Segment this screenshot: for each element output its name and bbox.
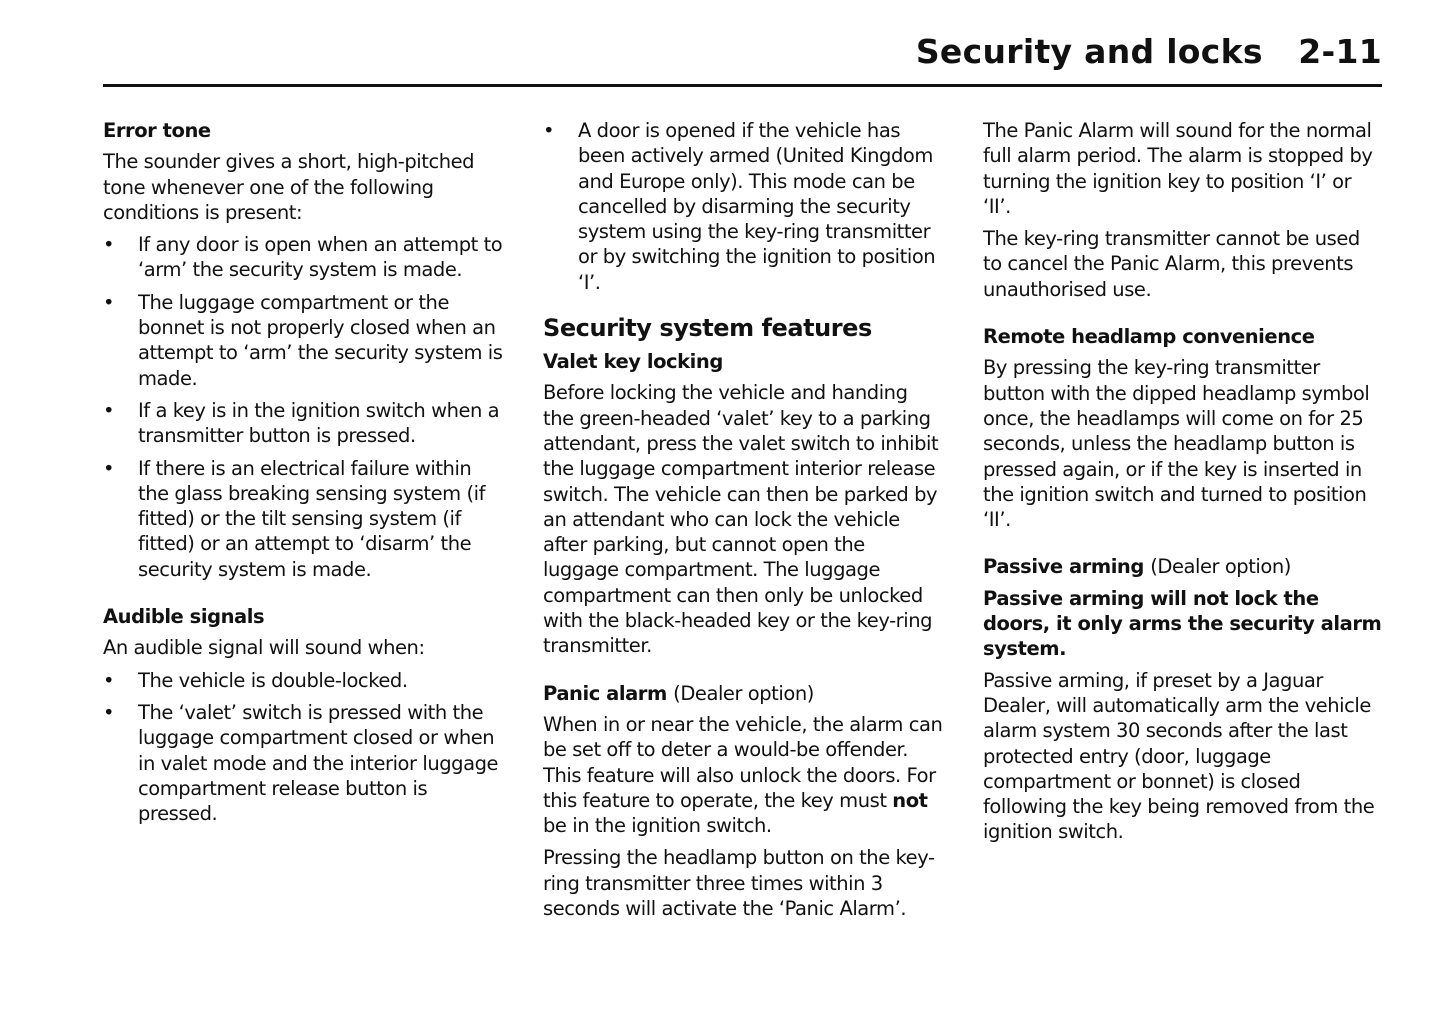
- bullet-icon: •: [103, 398, 115, 422]
- audible-signals-list: [103, 668, 503, 827]
- page-header: [103, 30, 1382, 86]
- headlamp-heading: Remote headlamp convenience: [983, 325, 1315, 349]
- audible-signals-intro: An audible signal will sound when:: [103, 636, 425, 660]
- bullet-icon: •: [103, 668, 115, 692]
- list-item: • If any door is open when an attempt to ‘arm’ the security system is made.: [103, 233, 503, 282]
- section-title: Security and locks: [915, 32, 1263, 71]
- passive-body: Passive arming, if preset by a Jaguar Dealer, will automatically arm the vehicle alarm system 30 seconds after the last protected entry (door, luggage compartment or bonnet) is closed following the key being removed from the ignition switch.: [983, 668, 1375, 844]
- headlamp-body: By pressing the key-ring transmitter button with the dipped headlamp symbol once, the headlamps will come on for 25 seconds, unless the headlamp button is pressed again, or if the key is inserted in the ignition switch and turned to position ‘II’.: [983, 356, 1370, 532]
- audible-signals-heading: Audible signals: [103, 605, 265, 629]
- valet-body: Before locking the vehicle and handing the green-headed ‘valet’ key to a parking attendant, press the valet switch to inhibit the luggage compartment interior release switch. The vehicle can then be parked by an attendant who can lock the vehicle after parking, but cannot open the luggage compartment. The luggage compartment can then only be unlocked with the black-headed key or the key-ring transmitter.: [543, 381, 939, 658]
- list-item: • The vehicle is double-locked.: [103, 668, 408, 692]
- continued-list: [543, 118, 943, 295]
- list-item: • If a key is in the ignition switch when a transmitter button is pressed.: [103, 398, 500, 448]
- panic-heading: Panic alarm (Dealer option): [543, 681, 814, 705]
- bullet-icon: •: [103, 456, 115, 480]
- panic-cont-2: The key-ring transmitter cannot be used to cancel the Panic Alarm, this prevents unauthorised use.: [983, 227, 1360, 301]
- error-tone-intro: The sounder gives a short, high-pitched tone whenever one of the following conditions is present:: [103, 150, 475, 224]
- panic-cont-1: The Panic Alarm will sound for the normal full alarm period. The alarm is stopped by turning the ignition key to position ‘I’ or ‘II’.: [983, 119, 1373, 218]
- list-item: • The luggage compartment or the bonnet is not properly closed when an attempt to ‘arm’ the security system is made.: [103, 290, 503, 390]
- column-3: [983, 118, 1383, 852]
- page-number: 2-11: [1298, 32, 1382, 71]
- features-heading: Security system features: [543, 314, 872, 343]
- list-item: • A door is opened if the vehicle has been actively armed (United Kingdom and Europe only). This mode can be cancelled by disarming the security system using the key-ring transmitter or by switching the ignition to position ‘I’.: [543, 119, 936, 294]
- header-rule: [103, 84, 1382, 87]
- passive-heading: Passive arming (Dealer option): [983, 555, 1291, 579]
- column-1: [103, 118, 503, 833]
- column-2: [543, 118, 943, 928]
- valet-heading: Valet key locking: [543, 350, 723, 374]
- emphasis-not: not: [892, 788, 928, 812]
- error-tone-list: [103, 232, 503, 582]
- error-tone-heading: Error tone: [103, 119, 211, 142]
- panic-body-2: Pressing the headlamp button on the key-ring transmitter three times within 3 seconds will activate the ‘Panic Alarm’.: [543, 846, 935, 921]
- bullet-icon: •: [103, 700, 115, 724]
- bullet-icon: •: [543, 119, 555, 142]
- list-item: • The ‘valet’ switch is pressed with the luggage compartment closed or when in valet mode and the interior luggage compartment release button is pressed.: [103, 700, 499, 826]
- passive-warning: Passive arming will not lock the doors, it only arms the security alarm system.: [983, 586, 1382, 661]
- panic-body-1: When in or near the vehicle, the alarm can be set off to deter a would-be offender. This feature will also unlock the doors. For this feature to operate, the key must not be in the ignition switch.: [543, 712, 943, 838]
- passive-heading-note: (Dealer option): [1150, 555, 1291, 579]
- header-title: [916, 32, 1382, 71]
- list-item: • If there is an electrical failure within the glass breaking sensing system (if fitted) or the tilt sensing system (if fitted) or an attempt to ‘disarm’ the security system is made.: [103, 456, 485, 581]
- panic-heading-note: (Dealer option): [673, 681, 814, 705]
- bullet-icon: •: [103, 290, 115, 314]
- bullet-icon: •: [103, 233, 115, 257]
